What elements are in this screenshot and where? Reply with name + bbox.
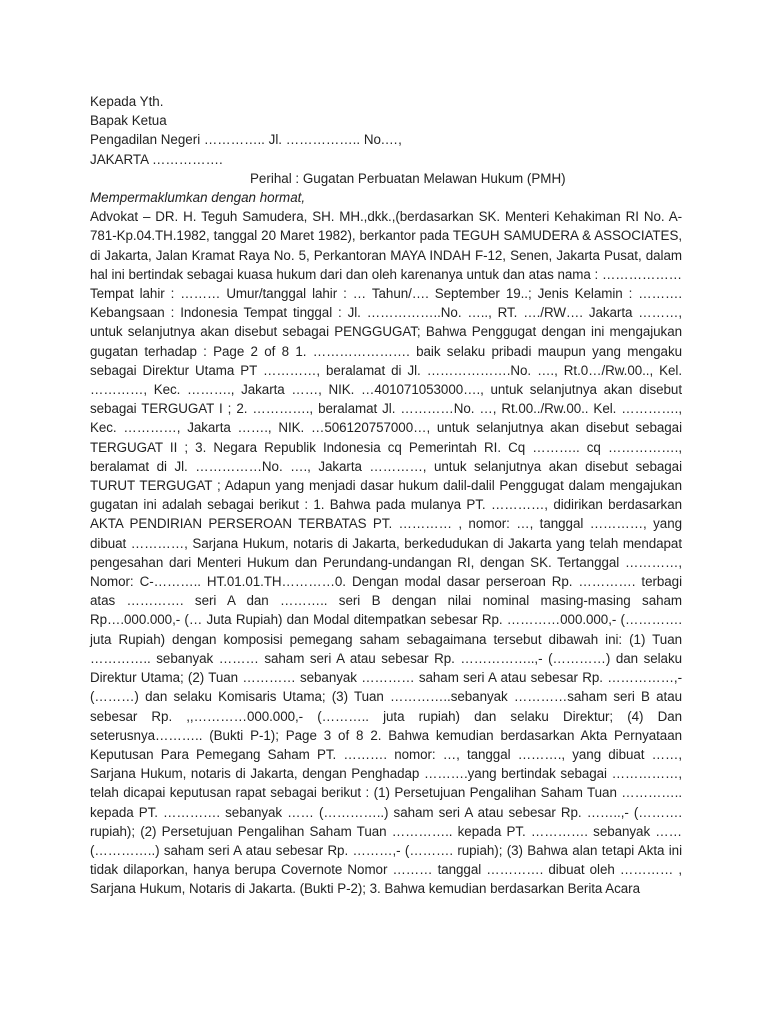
- court-address: Pengadilan Negeri ………….. Jl. …………….. No.…,: [90, 132, 402, 148]
- subject-line: Perihal : Gugatan Perbuatan Melawan Hukum (PMH): [250, 170, 566, 186]
- greeting: Mempermaklumkan dengan hormat,: [90, 190, 306, 206]
- addressee-title: Bapak Ketua: [90, 113, 167, 129]
- addressee-line: Kepada Yth.: [90, 94, 164, 109]
- court-city: JAKARTA …………….: [90, 151, 223, 167]
- body-paragraph: Advokat – DR. H. Teguh Samudera, SH. MH.,dkk.,(berdasarkan SK. Menteri Kehakiman RI No. A-781-Kp.04.TH.1982, tanggal 20 Maret 1982), berkantor pada TEGUH SAMUDERA & ASSOCIATES, di Jakarta, Jalan Kramat Raya No. 5, Perkantoran MAYA INDAH F-12, Senen, Jakarta Pusat, dalam hal ini bertindak sebagai kuasa hukum dari dan oleh karenanya untuk dan atas nama : ……………… Tempat lahir : ……… Umur/tanggal lahir : … Tahun/…. September 19..; Jenis Kelamin : ………. Kebangsaan : Indonesia Tempat tinggal : Jl. ……………..No. ….., RT. …./RW…. Jakarta ………, untuk selanjutnya akan disebut sebagai PENGGUGAT; Bahwa Penggugat dengan ini mengajukan gugatan terhadap : Page 2 of 8 1. …………………. baik selaku pribadi maupun yang mengaku sebagai Direktur Utama PT …………, beralamat di Jl. ……………….No. …., Rt.0…/Rw.00.., Kel. …………, Kec. ………., Jakarta ……, NIK. …401071053000…., untuk selanjutnya akan disebut sebagai TERGUGAT I ; 2. …………., beralamat Jl. …………No. …, Rt.00../Rw.00.. Kel. …………., Kec. …………, Jakarta ……., NIK. …506120757000…, untuk selanjutnya akan disebut sebagai TERGUGAT II ; 3. Negara Republik Indonesia cq Pemerintah RI. Cq ……….. cq ……………., beralamat di Jl. ……………No. …., Jakarta …………, untuk selanjutnya akan disebut sebagai TURUT TERGUGAT ; Adapun yang menjadi dasar hukum dalil-dalil Penggugat dalam mengajukan gugatan ini adalah sebagai berikut : 1. Bahwa pada mulanya PT. …………, didirikan berdasarkan AKTA PENDIRIAN PERSEROAN TERBATAS PT. ………… , nomor: …, tanggal …………, yang dibuat …………, Sarjana Hukum, notaris di Jakarta, berkedudukan di Jakarta yang telah mendapat pengesahan dari Menteri Hukum dan Perundang-undangan RI, dengan SK. Tertanggal …………, Nomor: C-……….. HT.01.01.TH…………0. Dengan modal dasar perseroan Rp. …………. terbagi atas …………. seri A dan ……….. seri B dengan nilai nominal masing-masing saham Rp….000.000,- (… Juta Rupiah) dan Modal ditempatkan sebesar Rp. …………000.000,- (…………. juta Rupiah) dengan komposisi pemegang saham sebagaimana tersebut dibawah ini: (1) Tuan ………….. sebanyak ……… saham seri A atau sebesar Rp. ……………..,- (…………) dan selaku Direktur Utama; (2) Tuan ………… sebanyak ………… saham seri A atau sebesar Rp. ……………,- (………) dan selaku Komisaris Utama; (3) Tuan …………..sebanyak …………saham seri B atau sebesar Rp. ,,…………000.000,- (……….. juta rupiah) dan selaku Direktur; (4) Dan seterusnya……….. (Bukti P-1); Page 3 of 8 2. Bahwa kemudian berdasarkan Akta Pernyataan Keputusan Para Pemegang Saham PT. ………. nomor: …, tanggal ………., yang dibuat ……, Sarjana Hukum, notaris di Jakarta, dengan Penghadap ……….yang bertindak sebagai ……………, telah dicapai keputusan rapat sebagai berikut : (1) Persetujuan Pengalihan Saham Tuan ………….. kepada PT. …………. sebanyak …… (…………..) saham seri A atau sebesar Rp. ……..,- (………. rupiah); (2) Persetujuan Pengalihan Saham Tuan ………….. kepada PT. …………. sebanyak …… (…………..) saham seri A atau sebesar Rp. ………,- (………. rupiah); (3) Bahwa alan tetapi Akta ini tidak dilaporkan, hanya berupa Covernote Nomor ……… tanggal …………. dibuat oleh ………… , Sarjana Hukum, Notaris di Jakarta. (Bukti P-2); 3. Bahwa kemudian berdasarkan Berita Acara: [90, 209, 682, 897]
